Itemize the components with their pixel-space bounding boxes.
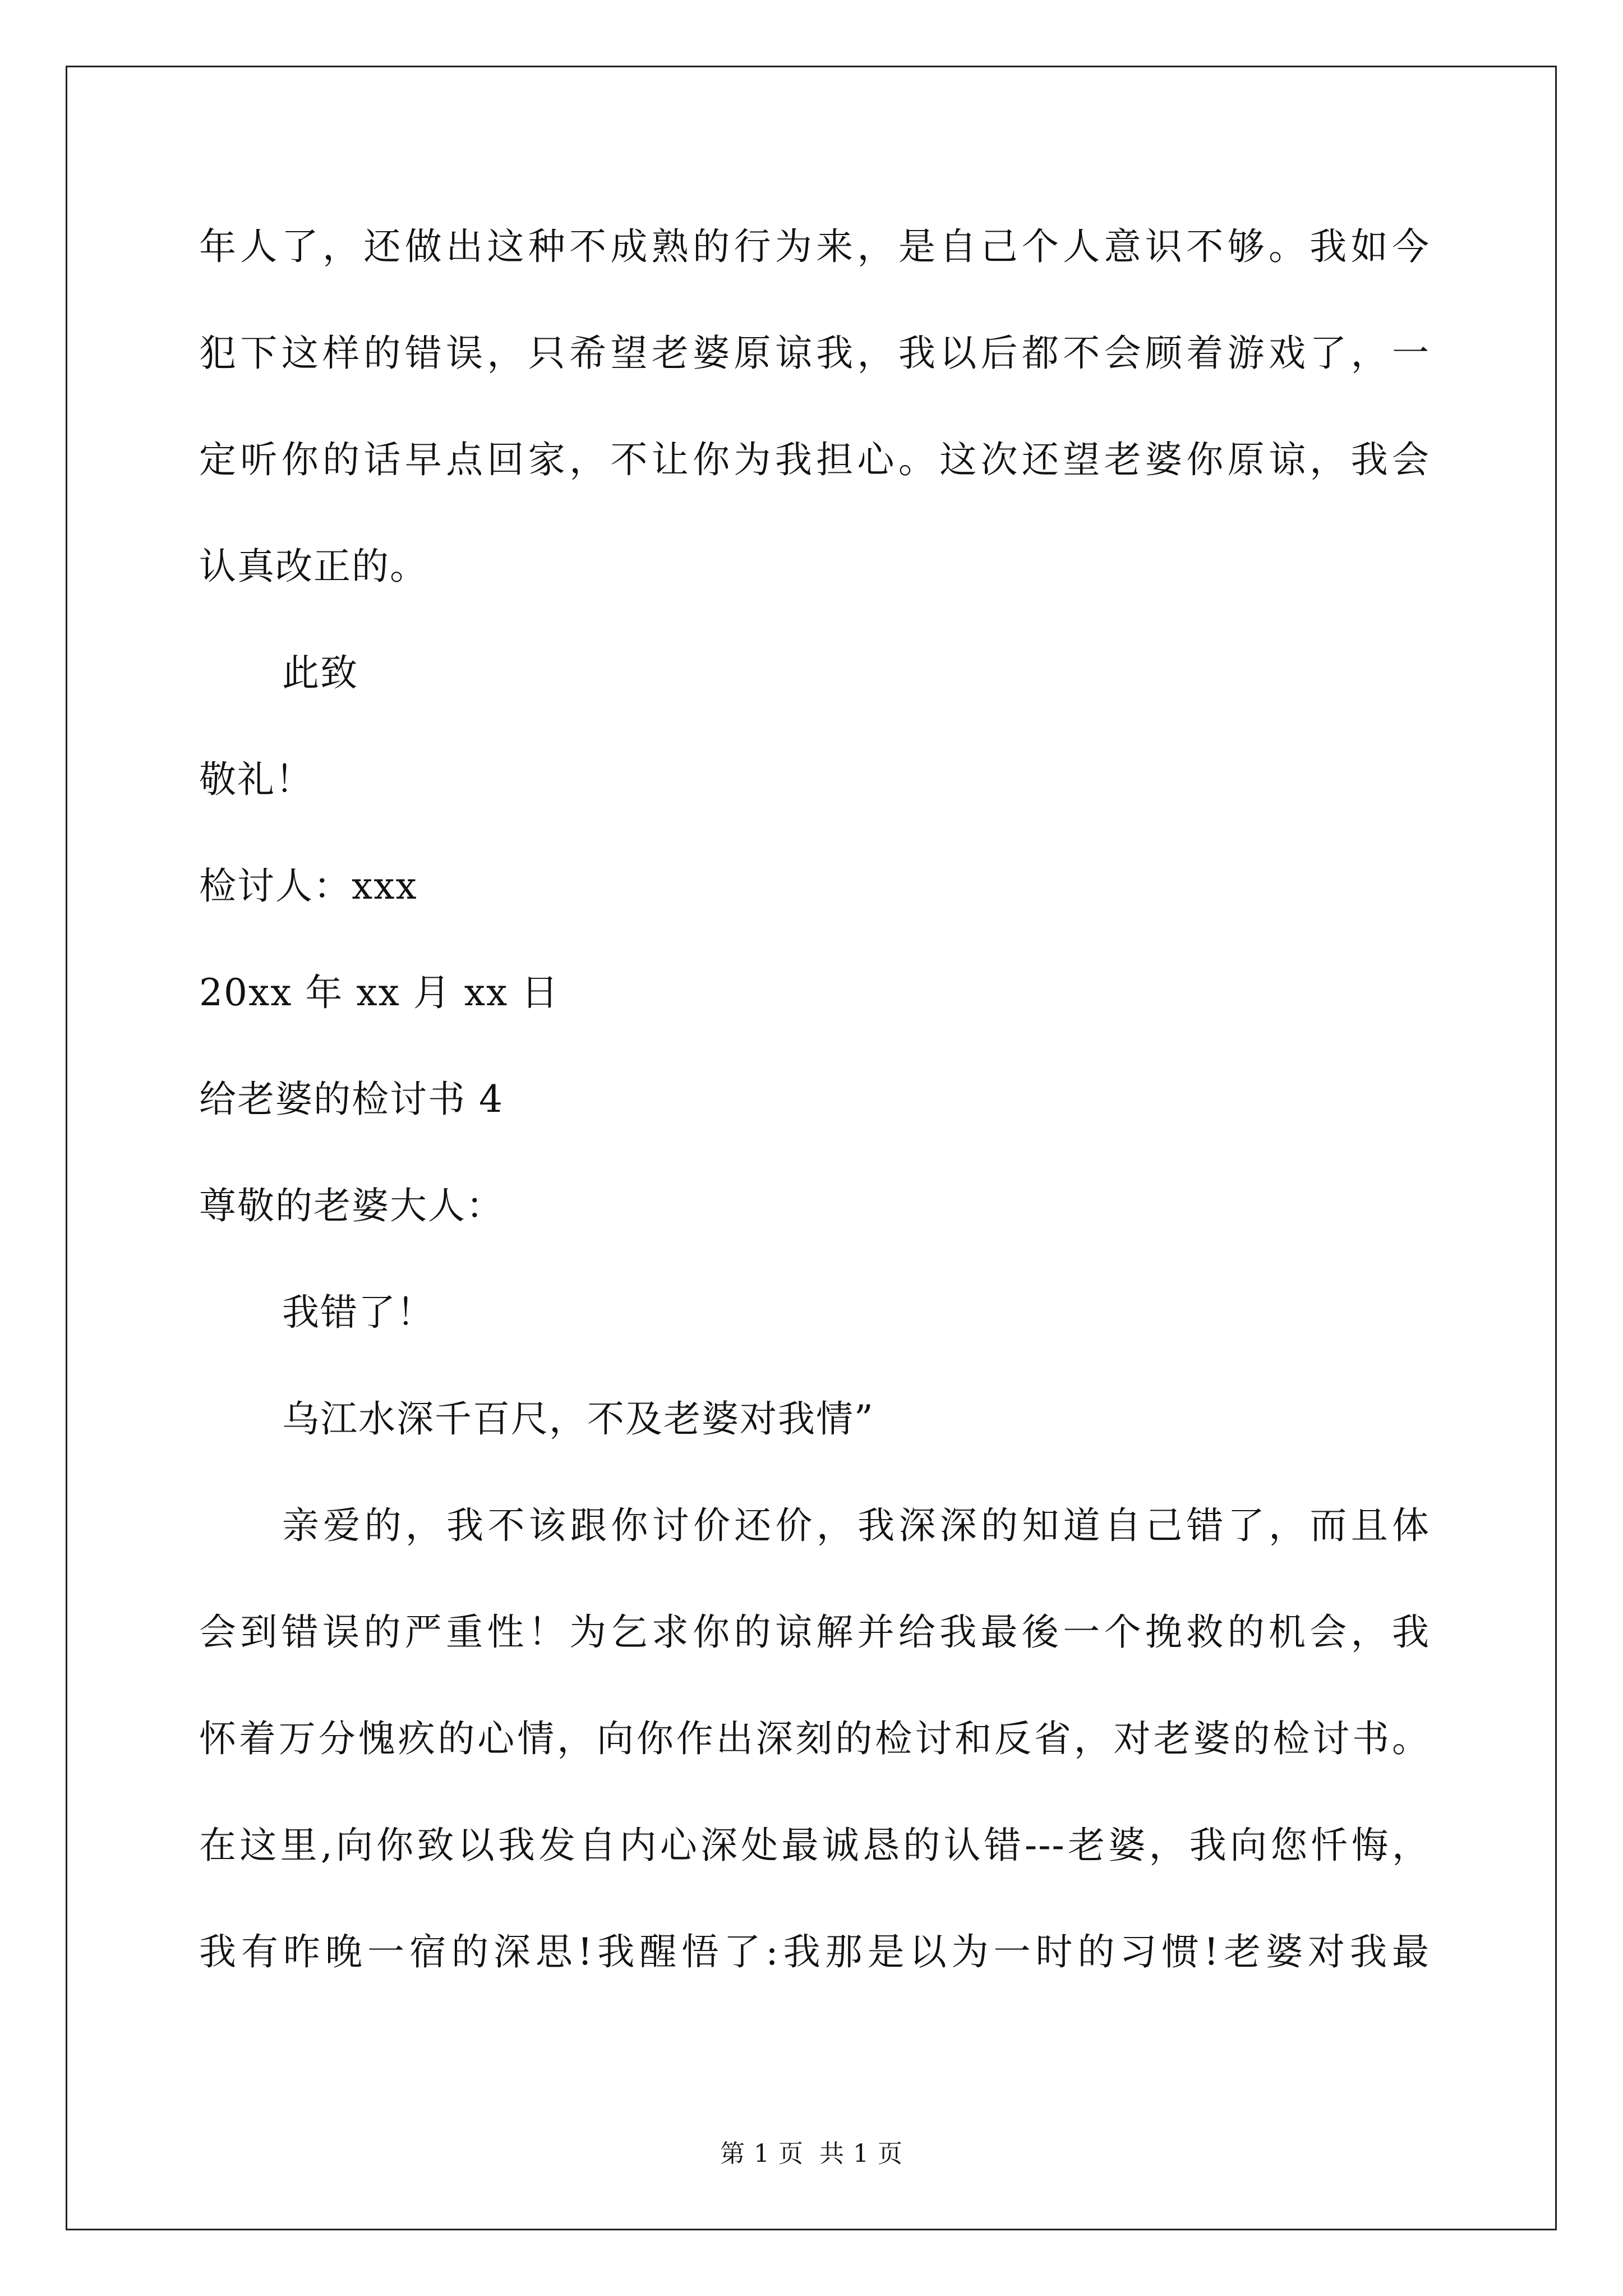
page-border xyxy=(66,66,1557,2230)
page-number: 第 1 页 xyxy=(720,2139,804,2168)
paragraph-line: 我有昨晚一宿的深思!我醒悟了:我那是以为一时的习惯!老婆对我最 xyxy=(199,1930,1430,1973)
page-total: 共 1 页 xyxy=(819,2139,903,2168)
paragraph-line: 亲爱的，我不该跟你讨价还价，我深深的知道自己错了，而且体 xyxy=(282,1504,1430,1547)
paragraph-line: 在这里,向你致以我发自内心深处最诚恳的认错---老婆，我向您忏悔， xyxy=(199,1824,1430,1867)
paragraph-line: 会到错误的严重性！为乞求你的谅解并给我最後一个挽救的机会，我 xyxy=(199,1611,1430,1654)
closing-salutation: 此致 xyxy=(282,651,358,694)
section-title: 给老婆的检讨书 4 xyxy=(199,1078,504,1121)
signature-name: 检讨人：xxx xyxy=(199,864,418,908)
signature-date: 20xx 年 xx 月 xx 日 xyxy=(199,971,560,1014)
paragraph-line: 怀着万分愧疚的心情，向你作出深刻的检讨和反省，对老婆的检讨书。 xyxy=(199,1717,1430,1760)
paragraph-line: 年人了，还做出这种不成熟的行为来，是自己个人意识不够。我如今 xyxy=(199,225,1430,268)
paragraph-line: 我错了！ xyxy=(282,1291,435,1334)
page-footer xyxy=(0,2138,1623,2170)
paragraph-line: 认真改正的。 xyxy=(199,545,428,588)
paragraph-line: 乌江水深千百尺，不及老婆对我情” xyxy=(282,1397,874,1441)
paragraph-line: 定听你的话早点回家，不让你为我担心。这次还望老婆你原谅，我会 xyxy=(199,438,1430,481)
greeting: 尊敬的老婆大人： xyxy=(199,1184,504,1227)
closing-regards: 敬礼！ xyxy=(199,758,313,801)
paragraph-line: 犯下这样的错误，只希望老婆原谅我，我以后都不会顾着游戏了，一 xyxy=(199,332,1430,375)
